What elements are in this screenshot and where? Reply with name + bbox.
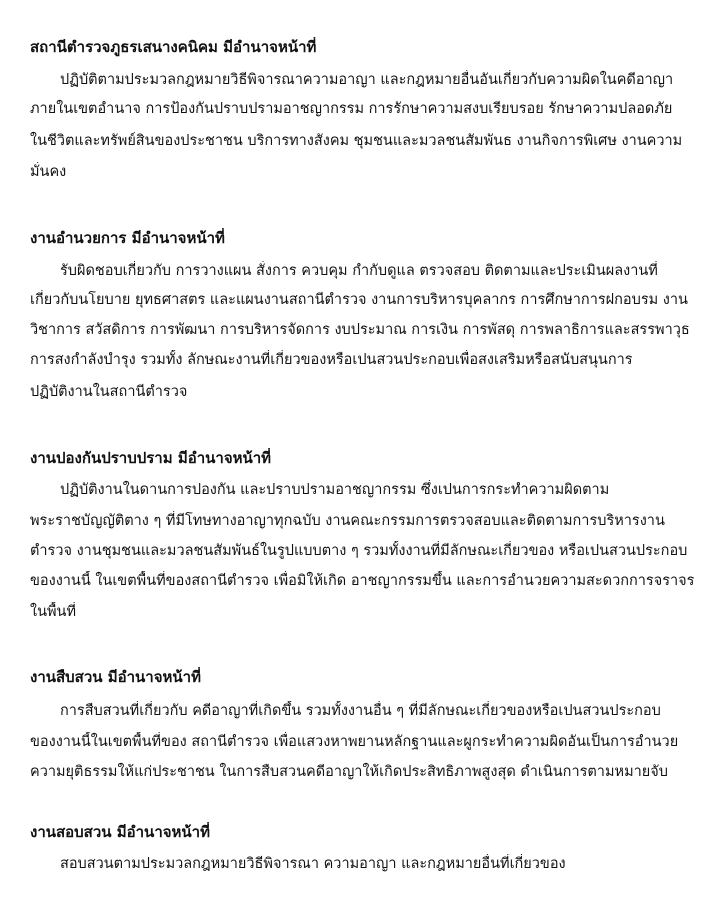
paragraph-line: พระราชบัญญัติตาง ๆ ที่มีโทษทางอาญาทุกฉบับ งานคณะกรรมการตรวจสอบและติดตามการบริหารงาน xyxy=(30,513,665,529)
section-heading: งานอำนวยการ มีอำนาจหน้าที่ xyxy=(30,229,225,247)
paragraph-line: ในพื้นที่ xyxy=(30,604,77,620)
paragraph-line: ตำรวจ งานชุมชนและมวลชนสัมพันธ์ในรูปแบบตาง ๆ รวมทั้งงานที่มีลักษณะเกี่ยวของ หรือเปนสวนประกอบ xyxy=(30,543,688,559)
section-heading: งานสอบสวน มีอำนาจหน้าที่ xyxy=(30,823,210,841)
paragraph-line: ภายในเขตอำนาจ การป้องกันปราบปรามอาชญากรรม การรักษาความสงบเรียบรอย รักษาความปลอดภัย xyxy=(30,101,673,117)
paragraph-line: ความยุติธรรมให้แก่ประชาชน ในการสืบสวนคดีอาญาให้เกิดประสิทธิภาพสูงสุด ดำเนินการตามหมายจับ xyxy=(30,764,668,780)
paragraph-line: ในชีวิตและทรัพย์สินของประชาชน บริการทางสังคม ชุมชนและมวลชนสัมพันธ งานกิจการพิเศษ งานความ xyxy=(30,133,683,149)
paragraph-line: การสืบสวนที่เกี่ยวกับ คดีอาญาที่เกิดขึ้น รวมทั้งงานอื่น ๆ ที่มีลักษณะเกี่ยวของหรือเปนสวนประกอบ xyxy=(60,703,661,719)
paragraph-line: ของงานนี้ในเขตพื้นที่ของ สถานีตำรวจ เพื่อแสวงหาพยานหลักฐานและผูกระทำความผิดอันเป็นการอำนวย xyxy=(30,734,679,750)
section-heading: งานปองกันปราบปราม มีอำนาจหน้าที่ xyxy=(30,449,272,467)
section-heading: สถานีตำรวจภูธรเสนางคนิคม มีอำนาจหน้าที่ xyxy=(30,38,317,56)
paragraph-line: รับผิดชอบเกี่ยวกับ การวางแผน สั่งการ ควบคุม กำกับดูแล ตรวจสอบ ติดตามและประเมินผลงานที่ xyxy=(60,263,658,279)
paragraph-line: ปฏิบัติงานในสถานีตำรวจ xyxy=(30,384,188,400)
section-heading: งานสืบสวน มีอำนาจหน้าที่ xyxy=(30,668,201,686)
paragraph-line: มั่นคง xyxy=(30,164,67,180)
paragraph-line: การสงกำลังบำรุง รวมทั้ง ลักษณะงานที่เกี่ยวของหรือเปนสวนประกอบเพื่อสงเสริมหรือสนับสนุนการ xyxy=(30,352,633,368)
paragraph-line: วิชาการ สวัสดิการ การพัฒนา การบริหารจัดการ งบประมาณ การเงิน การพัสดุ การพลาธิการและสรรพาวุธ xyxy=(30,322,690,338)
paragraph-line: ปฏิบัติตามประมวลกฎหมายวิธีพิจารณาความอาญา และกฎหมายอื่นอันเกี่ยวกับความผิดในคดีอาญา xyxy=(60,72,674,88)
paragraph-line: เกี่ยวกับนโยบาย ยุทธศาสตร และแผนงานสถานีตำรวจ งานการบริหารบุคลากร การศึกษาการฝกอบรม งาน xyxy=(30,292,688,308)
paragraph-line: ปฏิบัติงานในดานการปองกัน และปราบปรามอาชญากรรม ซึ่งเปนการกระทำความผิดตาม xyxy=(60,482,610,498)
paragraph-line: ของงานนี้ ในเขตพื้นที่ของสถานีตำรวจ เพื่อมิให้เกิด อาชญากรรมขึ้น และการอำนวยความสะดวกการจราจร xyxy=(30,573,695,589)
paragraph-line: สอบสวนตามประมวลกฎหมายวิธีพิจารณา ความอาญา และกฎหมายอื่นที่เกี่ยวของ xyxy=(60,856,566,872)
